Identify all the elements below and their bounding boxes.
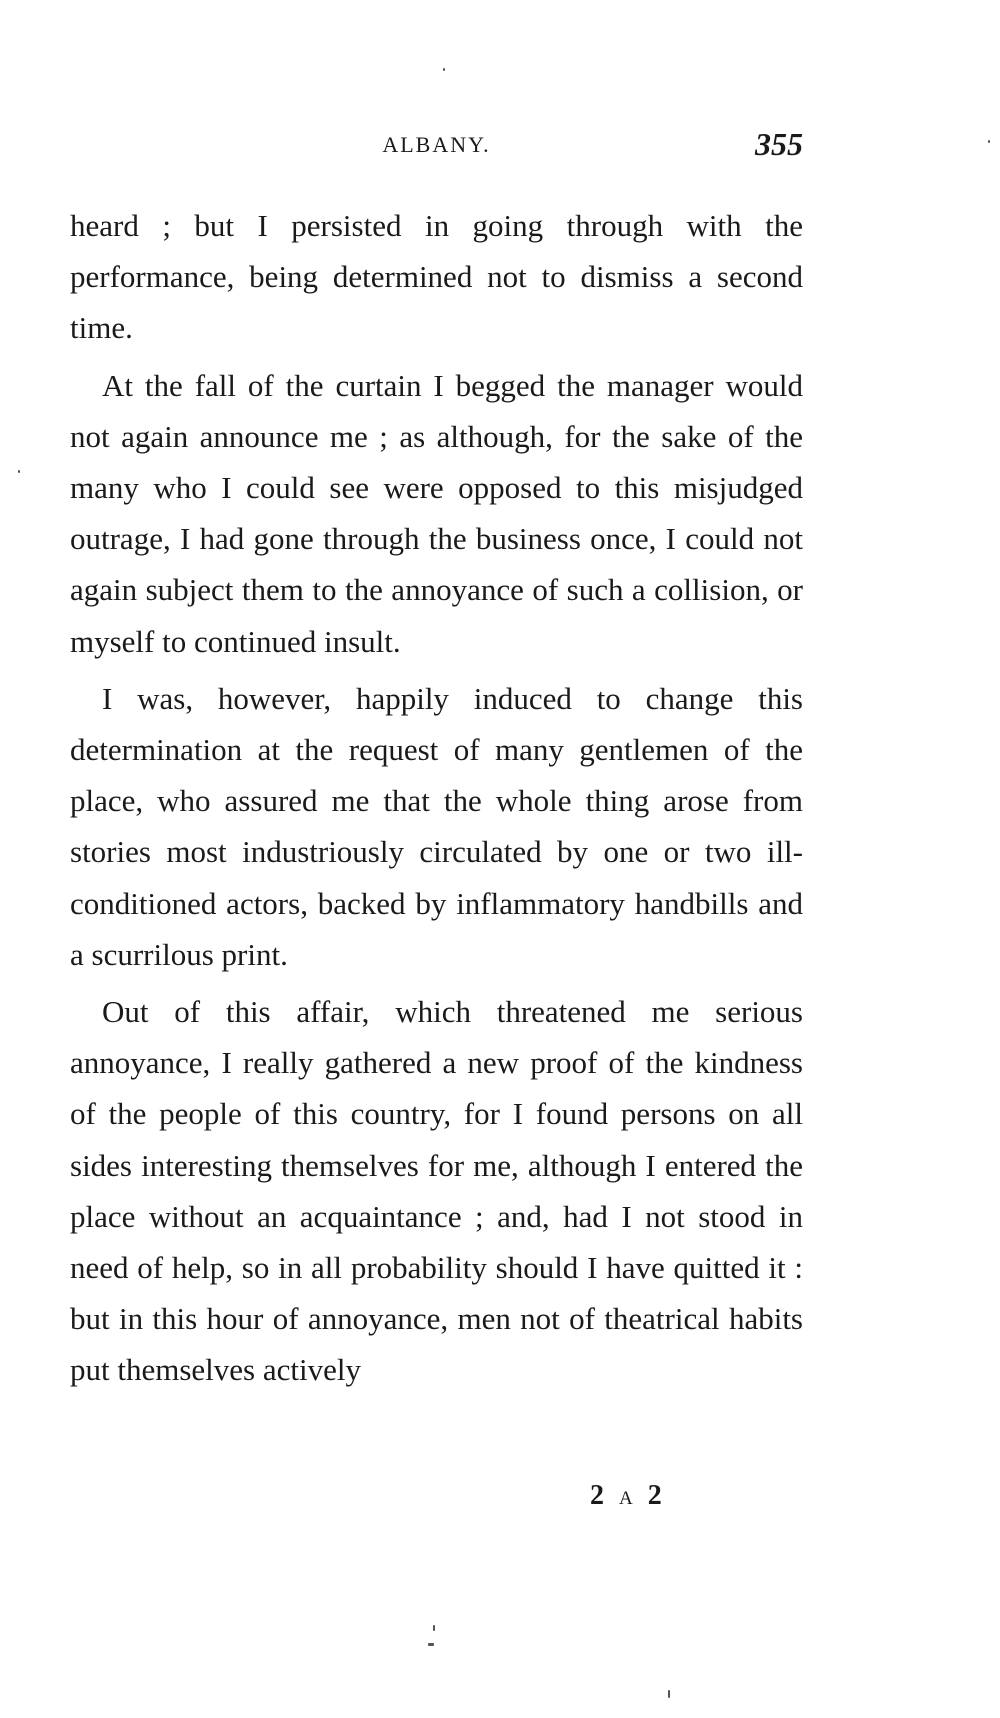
paragraph-continuation: heard ; but I persisted in going through with the performance, being determined not to dismiss a second time. <box>70 208 803 346</box>
paper-speck <box>18 470 20 473</box>
paragraph: I was, however, happily induced to change this determination at the request of many gentlemen of the place, who assured me that the whole thing arose from stories most industriously circulated by one or two ill-conditioned actors, backed by inflammatory handbills and a scurrilous print. <box>70 680 803 972</box>
paper-speck <box>668 1690 670 1698</box>
paper-speck <box>443 68 445 71</box>
paragraph: Out of this affair, which threatened me serious annoyance, I really gathered a new proof of the kindness of the people of this country, for I found persons on all sides interesting themselves for me, although I entered the place without an acquaintance ; and, had I not stood in need of help, so in all probability should I have quitted it : but in this hour of annoyance, men not of theatrical habits put themselves actively <box>70 994 803 1388</box>
signature-mark <box>590 1480 666 1512</box>
paper-speck <box>428 1643 434 1646</box>
paper-speck <box>433 1625 435 1631</box>
running-title: ALBANY. <box>382 132 491 157</box>
running-head <box>70 126 803 172</box>
paper-speck <box>988 140 990 143</box>
paragraph: At the fall of the curtain I begged the manager would not again announce me ; as although, for the sake of the many who I could see were opposed to this misjudged outrage, I had gone through the business once, I could not again subject them to the annoyance of such a collision, or myself to continued insult. <box>70 367 803 659</box>
signature-number: 2 <box>590 1480 608 1511</box>
signature-number: 2 <box>647 1480 666 1511</box>
page-number: 355 <box>755 126 803 162</box>
signature-letter: A <box>619 1488 637 1509</box>
body-text <box>70 200 803 1402</box>
